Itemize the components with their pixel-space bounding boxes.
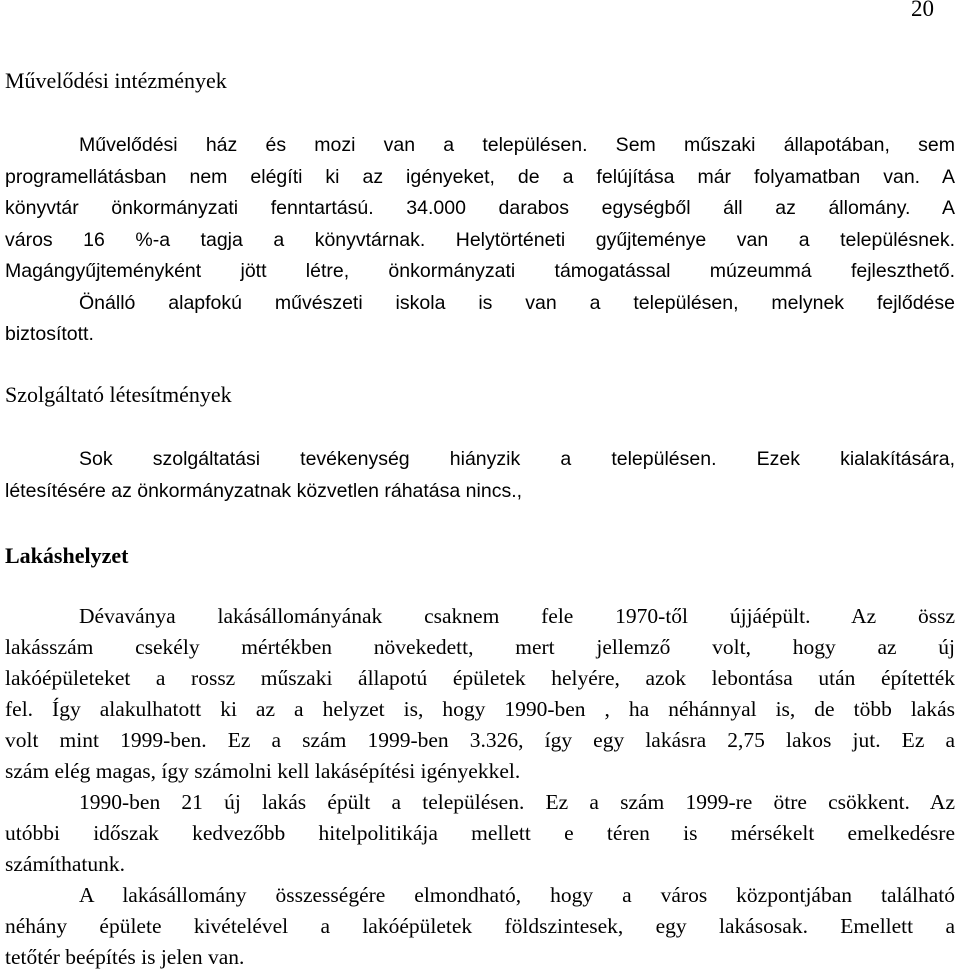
text-line: volt mint 1999-ben. Ez a szám 1999-ben 3.326, így egy lakásra 2,75 lakos jut. Ez a — [5, 728, 955, 752]
paragraph-housing — [5, 601, 955, 973]
text-line: Önálló alapfokú művészeti iskola is van a településen, melynek fejlődése — [79, 291, 955, 314]
text-line: programellátásban nem elégíti ki az igényeket, de a felújítása már folyamatban van. A — [5, 165, 955, 188]
text-line: lakóépületeket a rossz műszaki állapotú épületek helyére, azok lebontása után építették — [5, 666, 955, 690]
text-line: számíthatunk. — [5, 852, 126, 876]
paragraph-services — [5, 444, 955, 507]
text-line: A lakásállomány összességére elmondható, hogy a város központjában található — [79, 883, 955, 907]
page-number: 20 — [911, 0, 934, 21]
text-line: Dévaványa lakásállományának csaknem fele 1970-től újjáépült. Az össz — [79, 604, 955, 628]
text-line: Sok szolgáltatási tevékenység hiányzik a településen. Ezek kialakítására, — [79, 448, 955, 470]
text-line: lakásszám csekély mértékben növekedett, mert jellemző volt, hogy az új — [5, 635, 955, 659]
paragraph-culture — [5, 130, 955, 351]
text-line: szám elég magas, így számolni kell lakásépítési igényekkel. — [5, 759, 521, 783]
text-line: fel. Így alakulhatott ki az a helyzet is, hogy 1990-ben , ha néhánnyal is, de több lakás — [5, 697, 955, 721]
text-line: Magángyűjteményként jött létre, önkormányzati támogatással múzeummá fejleszthető. — [5, 260, 955, 282]
text-line: tetőtér beépítés is jelen van. — [5, 945, 245, 969]
section-title-housing: Lakáshelyzet — [5, 543, 129, 568]
text-line: könyvtár önkormányzati fenntartású. 34.000 darabos egységből áll az állomány. A — [5, 197, 955, 219]
text-line: utóbbi időszak kedvezőbb hitelpolitikája mellett e téren is mérsékelt emelkedésre — [5, 821, 955, 845]
text-line: 1990-ben 21 új lakás épült a településen. Ez a szám 1999-re ötre csökkent. Az — [79, 790, 955, 814]
section-title-culture: Művelődési intézmények — [5, 68, 227, 93]
text-line: város 16 %-a tagja a könyvtárnak. Helytörténeti gyűjteménye van a településnek. — [5, 228, 955, 251]
text-line: néhány épülete kivételével a lakóépületek földszintesek, egy lakásosak. Emellett a — [5, 914, 955, 938]
section-title-services: Szolgáltató létesítmények — [5, 382, 232, 407]
text-line: Művelődési ház és mozi van a településen. Sem műszaki állapotában, sem — [79, 134, 955, 156]
text-line: létesítésére az önkormányzatnak közvetlen ráhatása nincs., — [5, 479, 523, 502]
text-line: biztosított. — [5, 323, 94, 345]
